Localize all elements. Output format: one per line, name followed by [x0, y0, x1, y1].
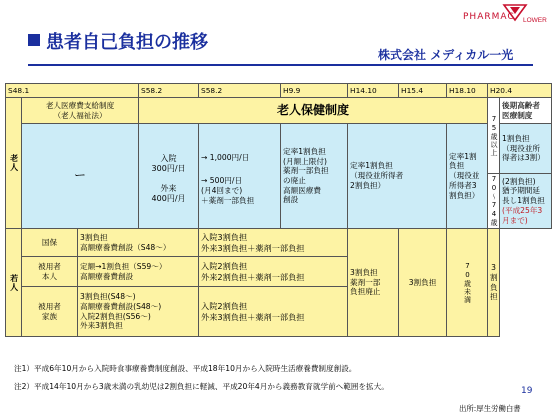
s58-cell — [139, 124, 199, 229]
title-bullet — [28, 34, 40, 46]
h18-young-cell: 3割負担 — [399, 229, 447, 337]
young-label: 若人 — [6, 229, 22, 337]
h20-system-name: 後期高齢者 医療制度 — [500, 98, 552, 124]
brand-name-2: LOWER — [523, 17, 547, 24]
date-s58a: S58.2 — [139, 84, 199, 98]
date-s48: S48.1 — [6, 84, 139, 98]
kokuho-after: 入院3割負担 外来3割負担＋薬剤一部負担 — [199, 229, 348, 257]
date-h20: H20.4 — [488, 84, 552, 98]
s58-2-outpatient: → 500円/日 (月4回まで) ＋薬剤一部負担 — [201, 176, 255, 205]
group-name-kokuho: 国保 — [22, 229, 78, 257]
elderly-detail-row-1 — [6, 124, 552, 174]
date-h9: H9.9 — [281, 84, 348, 98]
flower-logo-icon — [496, 2, 547, 24]
h20-70-74-text: (2割負担) 猶予期間延 長し1割負担 — [502, 176, 545, 206]
date-row — [6, 84, 552, 98]
young-row-kokuho — [6, 229, 552, 257]
date-s58b: S58.2 — [199, 84, 281, 98]
date-h15: H15.4 — [399, 84, 447, 98]
source-credit: 出所:厚生労働白書 — [459, 404, 521, 413]
old-system-value: ー — [22, 124, 139, 229]
footnote-1: 注1）平成6年10月から入院時食事療養費制度創設、平成18年10月から入院時生活療養費制度創設。 — [14, 364, 357, 373]
s58-outpatient: 外来 400円/月 — [151, 184, 186, 204]
group-name-family: 被用者 家族 — [22, 287, 78, 337]
h20-70-74-note: (平成25年3 月まで) — [502, 205, 543, 225]
h20-young-cell: 3割負担 — [488, 229, 500, 337]
brand-name: PHARMAC — [463, 12, 515, 22]
h9-cell: 定率1割負担 (月額上限付) 薬剤一部負担 の廃止 高額医療費 創設 — [281, 124, 348, 229]
company-name: 株式会社 メディカル一光 — [378, 48, 514, 62]
elderly-label: 老人 — [6, 98, 22, 229]
age-70-74-label: 70〜74歳 — [488, 174, 500, 229]
date-h14: H14.10 — [348, 84, 399, 98]
family-before: 3割負担(S48〜) 高額療養費創設(S48〜) 入院2割負担(S56〜) 外来3割負担 — [78, 287, 199, 337]
h20-70-74-cell — [500, 174, 552, 229]
date-h18: H18.10 — [447, 84, 488, 98]
family-after: 入院2割負担 外来3割負担＋薬剤一部負担 — [199, 287, 348, 337]
age-75-label: 75歳以上 — [488, 98, 500, 174]
age-under-70-label: 70歳未満 — [447, 229, 488, 337]
s58-inpatient: 入院 300円/日 — [151, 153, 186, 173]
page-number: 19 — [521, 386, 533, 396]
burden-history-table — [5, 83, 552, 337]
group-name-employee: 被用者 本人 — [22, 257, 78, 287]
footnote-2: 注2）平成14年10月から3歳未満の乳幼児は2割負担に軽減、平成20年4月から義務教育就学前へ範囲を拡大。 — [14, 382, 389, 391]
h18-elderly-cell: 定率1割 負担 （現役並 所得者3 割負担） — [447, 124, 488, 229]
employee-before: 定額→1割負担（S59〜） 高額療養費創設 — [78, 257, 199, 287]
old-system-name: 老人医療費支給制度 （老人福祉法） — [22, 98, 139, 124]
new-system-name: 老人保健制度 — [139, 98, 488, 124]
h20-75-cell: 1割負担 （現役並所 得者は3割） — [500, 124, 552, 174]
h14-elderly-cell: 定率1割負担 （現役並所得者 2割負担） — [348, 124, 447, 229]
kokuho-before: 3割負担 高額療養費創設（S48〜） — [78, 229, 199, 257]
elderly-system-row — [6, 98, 552, 124]
s58-2-cell — [199, 124, 281, 229]
title-rule — [28, 64, 533, 66]
s58-2-inpatient: → 1,000円/日 — [201, 152, 250, 162]
page-title: 患者自己負担の推移 — [46, 32, 208, 53]
employee-after: 入院2割負担 外来2割負担＋薬剤一部負担 — [199, 257, 348, 287]
h14-young-cell: 3割負担 薬剤一部 負担廃止 — [348, 229, 399, 337]
